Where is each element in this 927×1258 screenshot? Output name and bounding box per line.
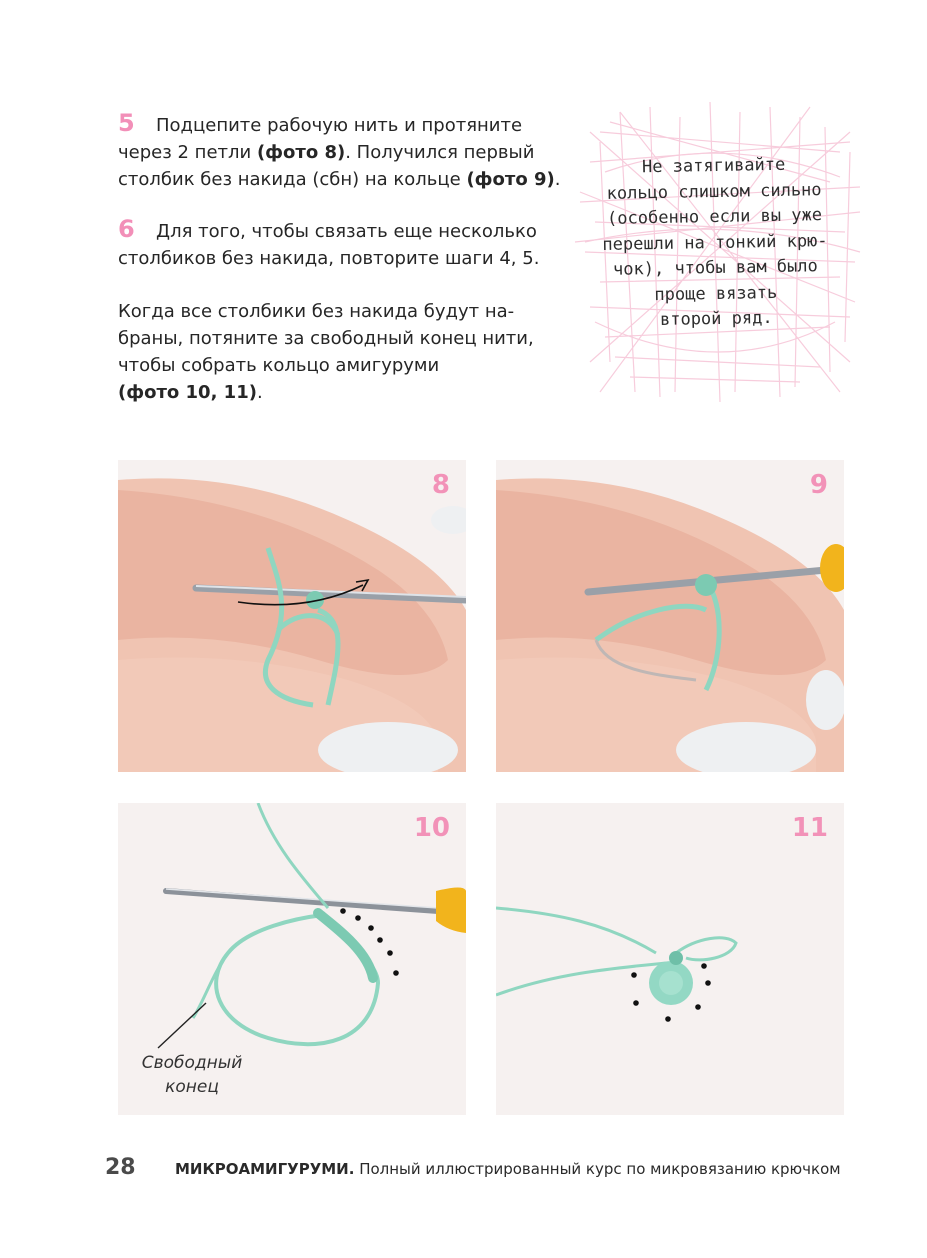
- final-note: [118, 298, 558, 406]
- note-line-2: браны, потяните за свободный конец нити,: [118, 328, 534, 349]
- step-6-number: 6: [118, 215, 135, 243]
- note-line-4-end: .: [256, 382, 263, 403]
- page-footer: [105, 1155, 865, 1185]
- step-6-line-1: Для того, чтобы связать еще несколько: [156, 221, 537, 242]
- photo-8-label: 8: [431, 470, 450, 500]
- book-title-main: МИКРОАМИГУРУМИ.: [175, 1160, 355, 1178]
- photo-11-image: [496, 803, 844, 1115]
- step-5-line-2: через 2 петли: [118, 142, 257, 163]
- photo-10-label: 10: [413, 813, 450, 843]
- photo-11-label: 11: [791, 813, 828, 843]
- caption-line-2: конец: [165, 1077, 219, 1097]
- step-5-number: 5: [118, 109, 135, 137]
- photo-9-ref: (фото 9): [466, 169, 555, 190]
- tip-line-2: кольцо слишком сильно: [606, 179, 822, 204]
- tip-line-7: второй ряд.: [659, 308, 773, 330]
- book-title: [175, 1160, 841, 1178]
- step-6-line-2: столбиков без накида, повторите шаги 4, 5.: [118, 248, 540, 269]
- caption-line-1: Свободный: [141, 1053, 243, 1073]
- photo-8-ref: (фото 8): [256, 142, 346, 163]
- photo-10-11-ref: (фото 10, 11): [118, 382, 257, 403]
- tip-line-1: Не затягивайте: [641, 154, 786, 178]
- note-line-1: Когда все столбики без накида будут на-: [118, 301, 515, 322]
- step-5-line-3: столбик без накида (сбн) на кольце: [118, 169, 467, 190]
- tip-line-5: чок), чтобы вам было: [612, 256, 818, 280]
- step-5-line-3-end: .: [554, 169, 561, 190]
- tip-line-4: перешли на тонкий крю-: [602, 230, 828, 255]
- step-5-line-2-end: . Получился первый: [345, 142, 535, 163]
- tip-line-6: проще вязать: [654, 282, 778, 305]
- tip-text: [578, 152, 851, 335]
- book-title-subtitle: Полный иллюстрированный курс по микровязанию крючком: [354, 1160, 841, 1178]
- step-6: [118, 216, 558, 272]
- step-5-line-1: Подцепите рабочую нить и протяните: [156, 115, 523, 136]
- step-5: [118, 109, 561, 193]
- photo-8: [118, 460, 466, 772]
- photo-9-image: [496, 460, 844, 772]
- free-end-caption: [132, 1051, 252, 1099]
- photo-9-label: 9: [809, 470, 828, 500]
- note-line-3: чтобы собрать кольцо амигуруми: [118, 355, 440, 376]
- photo-8-image: [118, 460, 466, 772]
- photo-11: [496, 803, 844, 1115]
- tip-line-3: (особенно если вы уже: [606, 205, 823, 229]
- tip-box: [560, 92, 870, 407]
- page-number: 28: [105, 1155, 136, 1180]
- photo-9: [496, 460, 844, 772]
- photo-10: [118, 803, 466, 1115]
